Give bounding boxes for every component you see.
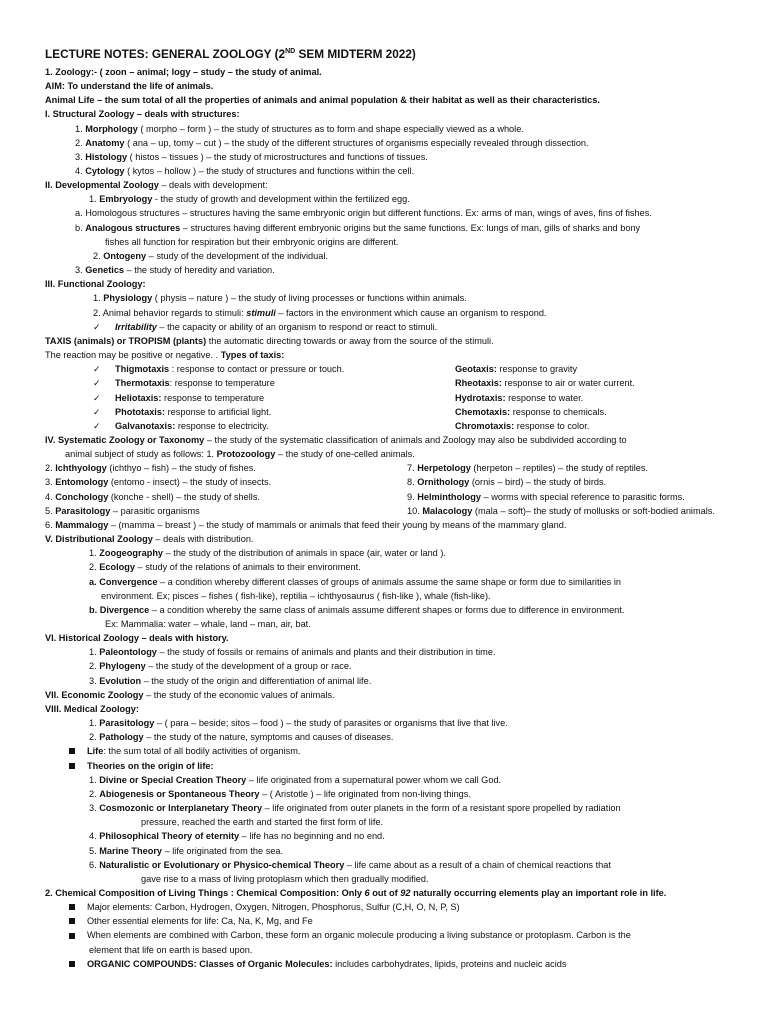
list-item-continuation: gave rise to a mass of living protoplasm which then gradually modified.: [141, 873, 429, 884]
list-item: 1. Divine or Special Creation Theory – life originated from a supernatural power whom we call God.: [89, 774, 502, 785]
list-item: animal subject of study as follows: 1. Protozoology – the study of one-celled animals.: [65, 449, 415, 460]
structural-heading: I. Structural Zoology – deals with structures:: [45, 109, 240, 120]
list-item-continuation: environment. Ex; pisces – fishes ( fish-like), reptilia – ichthyosaurus ( fish-like ), whale (fish-like).: [101, 590, 491, 601]
list-item: 3. Genetics – the study of heredity and variation.: [75, 265, 275, 276]
taxis-row: ✓ Galvanotaxis: response to electricity. Chromotaxis: response to color.: [45, 419, 725, 433]
list-item: 2. Abiogenesis or Spontaneous Theory – ( Aristotle ) – life originated from non-living things.: [89, 788, 471, 799]
list-item: 2. Pathology – the study of the nature, symptoms and causes of diseases.: [89, 732, 394, 743]
checkmark-icon: ✓: [93, 378, 101, 389]
economic-heading: VII. Economic Zoology – the study of the economic values of animals.: [45, 689, 335, 700]
list-item: b. Divergence – a condition whereby the same class of animals assume different shapes or forms due to difference in environment.: [89, 604, 625, 615]
systematic-heading: IV. Systematic Zoology or Taxonomy – the study of the systematic classification of animals and Zoology may also be subdivided according to: [45, 434, 627, 445]
taxis-row: ✓ Heliotaxis: response to temperature Hydrotaxis: response to water.: [45, 391, 725, 405]
checkmark-icon: ✓: [93, 406, 101, 417]
list-item: ✓ Irritability – the capacity or ability of an organism to respond or react to stimuli.: [45, 320, 725, 334]
list-item: 4. Cytology ( kytos – hollow ) – the study of structures and functions within the cell.: [75, 166, 415, 177]
list-item: 1. Morphology ( morpho – form ) – the study of structures as to form and shape especially viewed as a whole.: [75, 123, 524, 134]
square-bullet-icon: [69, 918, 75, 924]
list-item: a. Convergence – a condition whereby different classes of groups of animals assume the same shape or form due to similarities in: [89, 576, 621, 587]
functional-heading: III. Functional Zoology:: [45, 279, 146, 290]
developmental-heading: II. Developmental Zoology – deals with development:: [45, 180, 268, 191]
taxis-row: ✓ Thigmotaxis : response to contact or pressure or touch. Geotaxis: response to gravity: [45, 362, 725, 376]
taxis-row: ✓ Phototaxis: response to artificial light. Chemotaxis: response to chemicals.: [45, 405, 725, 419]
taxonomy-row: 3. Entomology (entomo - insect) – the study of insects. 8. Ornithology (ornis – bird) – the study of birds.: [45, 477, 607, 488]
lecture-notes-page: [45, 44, 725, 971]
square-bullet-icon: [69, 961, 75, 967]
list-item: b. Analogous structures – structures having different embryonic origins but the same functions. Ex: lungs of man, gills of sharks and bony: [75, 222, 641, 233]
list-item: 3. Histology ( histos – tissues ) – the study of microstructures and functions of tissues.: [75, 151, 428, 162]
list-item: 2. Animal behavior regards to stimuli: stimuli – factors in the environment which cause an organism to respond.: [93, 307, 547, 318]
bullet-item: ORGANIC COMPOUNDS: Classes of Organic Molecules: includes carbohydrates, lipids, proteins and nucleic acids: [45, 957, 725, 971]
bullet-item: Major elements: Carbon, Hydrogen, Oxygen, Nitrogen, Phosphorus, Sulfur (C,H, O, N, P, S): [45, 900, 725, 914]
aim-line: AIM: To understand the life of animals.: [45, 81, 214, 92]
square-bullet-icon: [69, 748, 75, 754]
chemical-heading: 2. Chemical Composition of Living Things : Chemical Composition: Only 6 out of 92 naturally occurring elements play an important role in life.: [45, 887, 667, 898]
list-item: 2. Ontogeny – study of the development of the individual.: [93, 250, 328, 261]
list-item: 5. Marine Theory – life originated from the sea.: [89, 845, 284, 856]
list-item: 4. Philosophical Theory of eternity – life has no beginning and no end.: [89, 831, 385, 842]
bullet-item: Other essential elements for life: Ca, Na, K, Mg, and Fe: [45, 914, 725, 928]
taxis-row: ✓ Thermotaxis: response to temperature Rheotaxis: response to air or water current.: [45, 376, 725, 390]
list-item: 6. Naturalistic or Evolutionary or Physico-chemical Theory – life came about as a result of a chain of chemical reactions that: [89, 859, 611, 870]
taxonomy-row: 4. Conchology (konche - shell) – the study of shells. 9. Helminthology – worms with special reference to parasitic forms.: [45, 491, 685, 502]
bullet-item: Life: the sum total of all bodily activities of organism.: [45, 744, 725, 758]
list-item: 6. Mammalogy – (mamma – breast ) – the study of mammals or animals that feed their young by means of the mammary gland.: [45, 519, 567, 530]
taxis-definition: TAXIS (animals) or TROPISM (plants) the automatic directing towards or away from the source of the stimuli.: [45, 335, 494, 346]
list-item: 1. Paleontology – the study of fossils or remains of animals and plants and their distribution in time.: [89, 647, 496, 658]
list-item: 2. Anatomy ( ana – up, tomy – cut ) – the study of the different structures of organisms especially revealed through dissection.: [75, 137, 589, 148]
bullet-item: Theories on the origin of life:: [45, 759, 725, 773]
list-item-continuation: Ex: Mammalia: water – whale, land – man, air, bat.: [105, 619, 311, 630]
list-item: 1. Embryology - the study of growth and development within the fertilized egg.: [89, 194, 410, 205]
medical-heading: VIII. Medical Zoology:: [45, 703, 139, 714]
list-item: 1. Parasitology – ( para – beside; sitos – food ) – the study of parasites or organisms that live that live.: [89, 718, 508, 729]
checkmark-icon: ✓: [93, 364, 101, 375]
checkmark-icon: ✓: [93, 392, 101, 403]
checkmark-icon: ✓: [93, 321, 101, 332]
square-bullet-icon: [69, 763, 75, 769]
zoology-definition: 1. Zoology:- ( zoon – animal; logy – study – the study of animal.: [45, 66, 322, 77]
checkmark-icon: ✓: [93, 420, 101, 431]
animal-life-line: Animal Life – the sum total of all the properties of animals and animal population & their habitat as well as their characteristics.: [45, 95, 600, 106]
list-item: 1. Zoogeography – the study of the distribution of animals in space (air, water or land ).: [89, 548, 446, 559]
list-item-continuation: pressure, reached the earth and started the first form of life.: [141, 817, 384, 828]
square-bullet-icon: [69, 904, 75, 910]
list-item: a. Homologous structures – structures having the same embryonic origin but different functions. Ex: arms of man, wings of aves, fins of fishes.: [75, 208, 652, 219]
list-item: 3. Cosmozonic or Interplanetary Theory – life originated from outer planets in the form of a resistant spore propelled by radiation: [89, 803, 621, 814]
list-item-continuation: fishes all function for respiration but their embryonic origins are different.: [105, 236, 399, 247]
distributional-heading: V. Distributional Zoology – deals with distribution.: [45, 534, 254, 545]
reaction-line: The reaction may be positive or negative. . Types of taxis:: [45, 350, 285, 361]
historical-heading: VI. Historical Zoology – deals with history.: [45, 633, 229, 644]
bullet-item: When elements are combined with Carbon, these form an organic molecule producing a living substance or protoplasm. Carbon is the: [45, 928, 725, 942]
taxonomy-row: 2. Ichthyology (ichthyo – fish) – the study of fishes. 7. Herpetology (herpeton – reptiles) – the study of reptiles.: [45, 463, 649, 474]
list-item: 2. Phylogeny – the study of the development of a group or race.: [89, 661, 352, 672]
square-bullet-icon: [69, 933, 75, 939]
list-item-continuation: element that life on earth is based upon.: [89, 944, 253, 955]
list-item: 1. Physiology ( physis – nature ) – the study of living processes or functions within animals.: [93, 293, 467, 304]
list-item: 3. Evolution – the study of the origin and differentiation of animal life.: [89, 675, 372, 686]
page-title: LECTURE NOTES: GENERAL ZOOLOGY (2ND SEM MIDTERM 2022): [45, 46, 416, 61]
list-item: 2. Ecology – study of the relations of animals to their environment.: [89, 562, 361, 573]
taxonomy-row: 5. Parasitology – parasitic organisms 10. Malacology (mala – soft)– the study of mollusks or soft-bodied animals.: [45, 505, 715, 516]
